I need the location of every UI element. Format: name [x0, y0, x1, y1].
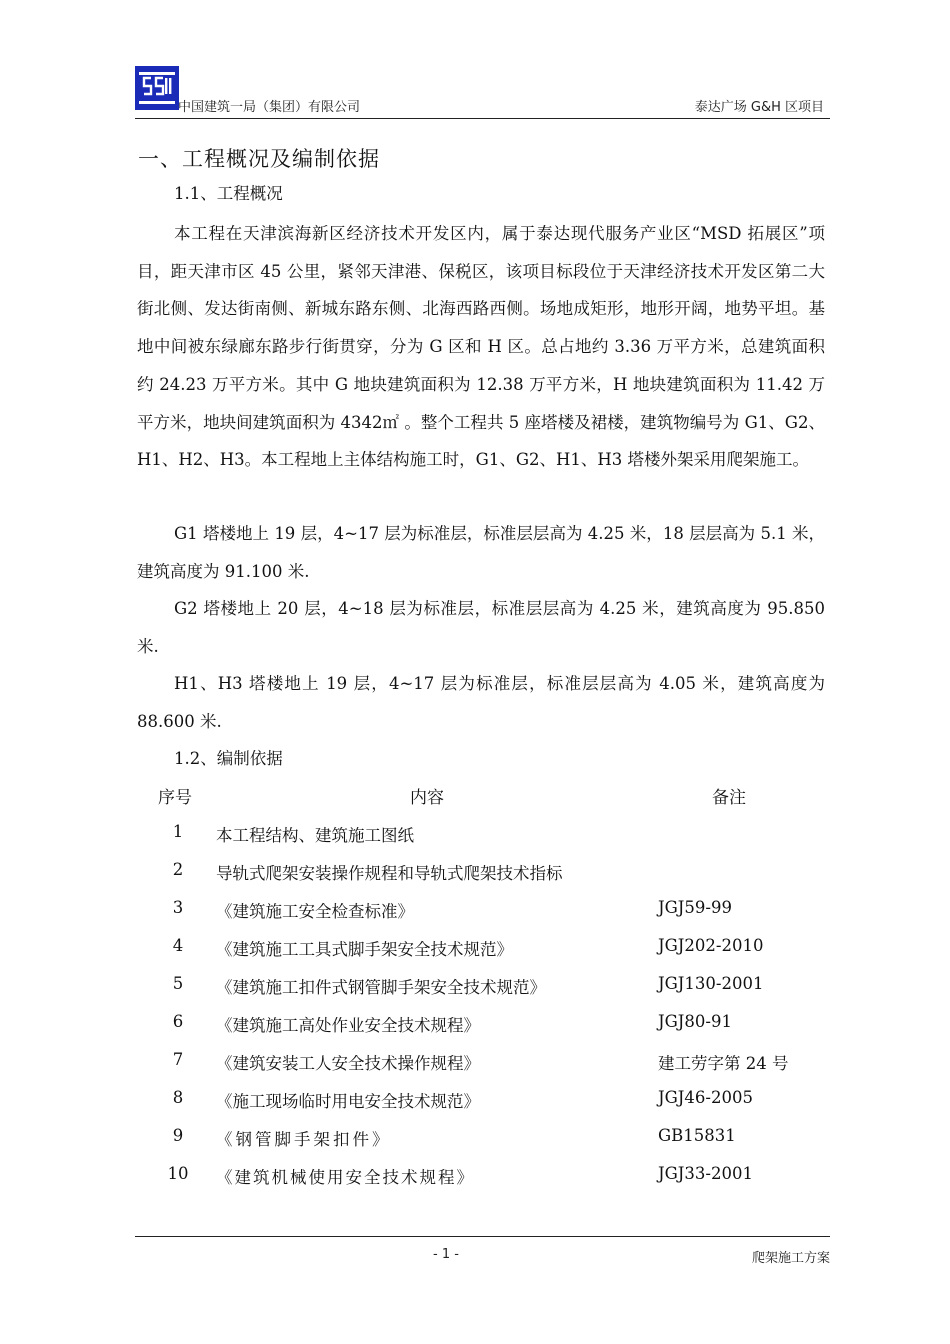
row-content: 《建筑安装工人安全技术操作规程》: [216, 1054, 480, 1073]
table-row: [0, 974, 950, 1010]
row-no: 3: [172, 898, 184, 917]
subsection-heading-overview: 1.1、工程概况: [174, 184, 283, 203]
g1-tower-paragraph: G1 塔楼地上 19 层，4~17 层为标准层，标准层层高为 4.25 米，18 层层高为 5.1 米，建筑高度为 91.100 米.: [137, 524, 825, 581]
row-note: JGJ130-2001: [658, 974, 764, 993]
header-project: 泰达广场 G&H 区项目: [694, 100, 824, 115]
header-company: 中国建筑一局（集团）有限公司: [178, 100, 361, 115]
row-no: 4: [172, 936, 184, 955]
column-header-no: 序号: [158, 788, 192, 808]
overview-paragraph: 本工程在天津滨海新区经济技术开发区内，属于泰达现代服务产业区“MSD 拓展区”项目，距天津市区 45 公里，紧邻天津港、保税区，该项目标段位于天津经济技术开发区第二大街北侧、发达街南侧、新城东路东侧、北海西路西侧。场地成矩形，地形开阔，地势平坦。基地中间被东绿廊东路步行街贯穿，分为 G 区和 H 区。总占地约 3.36 万平方米，总建筑面积约 24.23 万平方米。其中 G 地块建筑面积为 12.38 万平方米，H 地块建筑面积为 11.42 万平方米，地块间建筑面积为 4342㎡ 。整个工程共 5 座塔楼及裙楼，建筑物编号为 G1、G2、H1、H2、H3。本工程地上主体结构施工时，G1、G2、H1、H3 塔楼外架采用爬架施工。: [137, 224, 825, 470]
row-no: 6: [172, 1012, 184, 1031]
footer-doc-title: 爬架施工方案: [751, 1251, 830, 1266]
row-note: 建工劳字第 24 号: [658, 1054, 789, 1073]
row-note: JGJ33-2001: [658, 1164, 753, 1183]
row-note: JGJ46-2005: [658, 1088, 753, 1107]
column-header-content: 内容: [410, 788, 444, 808]
section-title: 一、工程概况及编制依据: [138, 147, 380, 171]
column-header-note: 备注: [712, 788, 746, 808]
page-number: - 1 -: [433, 1247, 459, 1262]
table-row: [0, 936, 950, 972]
table-row: [0, 1012, 950, 1048]
table-row: [0, 860, 950, 896]
table-row: [0, 1126, 950, 1162]
row-no: 9: [172, 1126, 184, 1145]
table-row: [0, 1164, 950, 1200]
row-content: 《建筑施工工具式脚手架安全技术规范》: [216, 940, 513, 959]
row-note: JGJ59-99: [658, 898, 732, 917]
cscec-logo-icon: [135, 66, 179, 110]
table-row: [0, 822, 950, 858]
company-logo: [135, 66, 179, 110]
h1-h3-tower-paragraph: H1、H3 塔楼地上 19 层，4~17 层为标准层，标准层层高为 4.05 米，建筑高度为 88.600 米.: [137, 674, 825, 731]
table-row: [0, 1050, 950, 1086]
row-content: 《建筑施工安全检查标准》: [216, 902, 414, 921]
g2-tower-paragraph: G2 塔楼地上 20 层，4~18 层为标准层，标准层层高为 4.25 米，建筑高度为 95.850 米.: [137, 599, 825, 656]
row-no: 5: [172, 974, 184, 993]
row-no: 1: [172, 822, 184, 841]
row-no: 2: [172, 860, 184, 879]
row-no: 8: [172, 1088, 184, 1107]
table-row: [0, 898, 950, 934]
table-row: [0, 1088, 950, 1124]
row-note: JGJ80-91: [658, 1012, 732, 1031]
row-content: 《施工现场临时用电安全技术规范》: [216, 1092, 480, 1111]
header-divider: [135, 118, 830, 119]
row-content: 本工程结构、建筑施工图纸: [216, 826, 414, 845]
row-content: 导轨式爬架安装操作规程和导轨式爬架技术指标: [216, 864, 563, 883]
row-no: 7: [172, 1050, 184, 1069]
row-content: 《建筑施工扣件式钢管脚手架安全技术规范》: [216, 978, 546, 997]
subsection-heading-basis: 1.2、编制依据: [174, 749, 283, 768]
row-note: GB15831: [658, 1126, 736, 1145]
row-content: 《建筑机械使用安全技术规程》: [216, 1168, 475, 1187]
row-note: JGJ202-2010: [658, 936, 764, 955]
footer-divider: [135, 1236, 830, 1237]
row-no: 10: [167, 1164, 189, 1183]
row-content: 《钢管脚手架扣件》: [216, 1130, 392, 1149]
row-content: 《建筑施工高处作业安全技术规程》: [216, 1016, 480, 1035]
